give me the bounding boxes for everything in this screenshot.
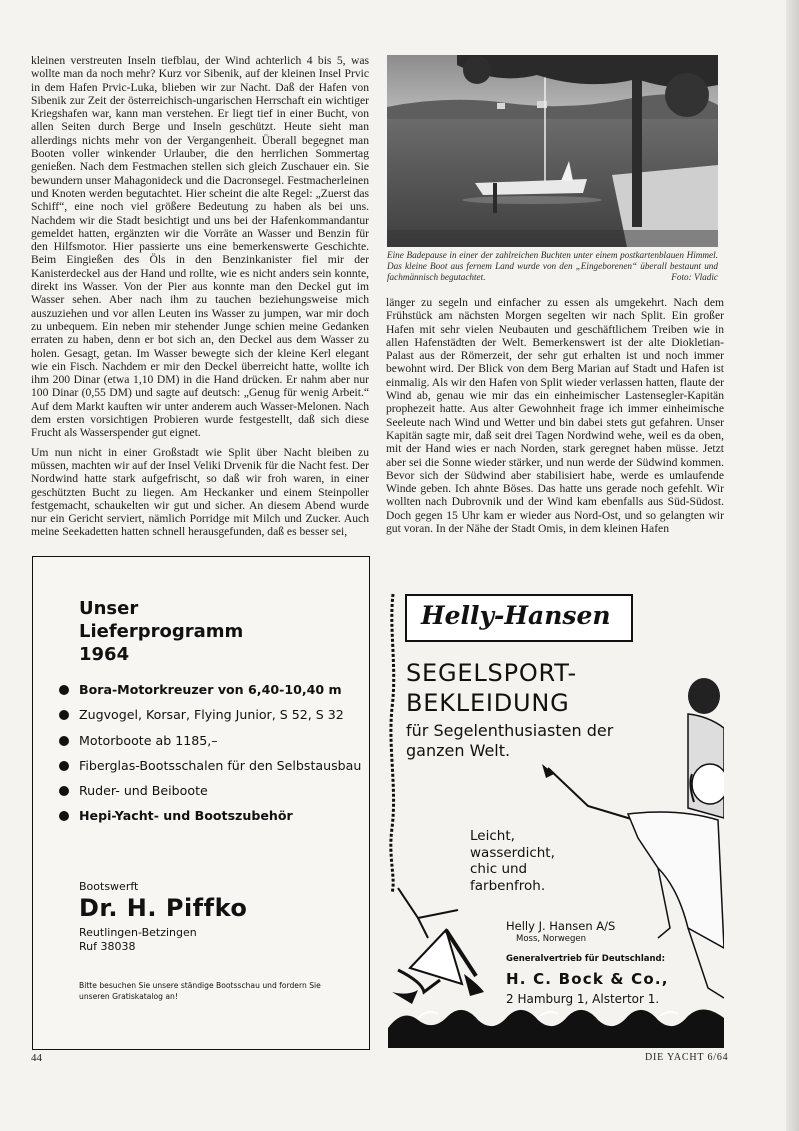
magazine-issue: DIE YACHT 6/64 <box>645 1052 729 1063</box>
distributor-label: Generalvertrieb für Deutschland: <box>506 954 666 964</box>
helly-hansen-advertisement <box>388 588 724 1048</box>
product-item <box>59 683 359 697</box>
piffko-advertisement <box>32 556 370 1050</box>
werft-name: Dr. H. Piffko <box>79 894 248 922</box>
caption-text: Eine Badepause in einer der zahlreichen Buchten unter einem postkartenblauen Himmel. Das kleine Boot aus fernem Land wurde von den „Eingeborenen“ überall bestaunt und fachmännisch begutachtet. <box>387 250 718 283</box>
werft-city: Reutlingen-Betzingen <box>79 926 197 939</box>
brand-logo <box>405 594 633 642</box>
feature-line: chic und <box>470 861 528 877</box>
bullet-icon <box>59 811 69 821</box>
product-item-text: Fiberglas-Bootsschalen für den Selbstausbau <box>79 757 362 773</box>
headline-line: BEKLEIDUNG <box>406 689 570 717</box>
bullet-icon <box>59 761 69 771</box>
bullet-icon <box>59 786 69 796</box>
product-item <box>59 708 359 722</box>
photo-caption <box>387 250 718 284</box>
product-item-text: Bora-Motorkreuzer von 6,40-10,40 m <box>79 682 342 697</box>
ad-headline <box>406 658 577 718</box>
ad-note: Bitte besuchen Sie unsere ständige Bootsschau und fordern Sie unseren Gratiskatalog an! <box>79 981 321 1001</box>
article-paragraph: länger zu segeln und einfacher zu essen als umgekehrt. Nach dem Frühstück am nächsten Morgen segelten wir nach Split. Ein großer Hafen mit sehr vielen Neubauten und geschäftlichem Treiben wie in allen Hafenstädten der Welt. Bemerkenswert ist der alte Diokletian-Palast aus der Römerzeit, der sehr gut erhalten ist und noch immer bewohnt wird. Der Blick von dem Berg Marian auf Stadt und Hafen ist einmalig. Als wir den Hafen von Split wieder verlassen hatten, flaute der Wind ab, genau wie mir das ein einheimischer Lastensegler-Kapitän prophezeit hatte. Aus alter Gewohnheit frage ich immer einheimische Seeleute nach Wind und Wetter und bin dabei stets gut gefahren. Unser Kapitän sagte mir, daß seit drei Tagen Nordwind wehe, weil es da oben, mit der Hand wies er nach Norden, stark geregnet haben müsse. Jetzt aber sei die Sonne wieder stärker, und nun werde der Südwind kommen. Bevor sich der Südwind aber stabilisiert habe, werde es umlaufende Winde geben. Ich ahnte Böses. Das hatte uns gerade noch gefehlt. Wir wollten nach Dubrovnik und der Wind kam ebenfalls aus Süd-Südost. Doch gegen 15 Uhr kam er wieder aus Nord-Ost, und so gelangten wir gut voran. In der Nähe der Stadt Omis, in dem kleinen Hafen <box>386 296 724 536</box>
ad-title-line: Unser <box>79 598 139 619</box>
page-number: 44 <box>31 1052 42 1064</box>
photo-credit: Foto: Vladic <box>671 272 718 283</box>
wave-icon <box>388 1009 724 1048</box>
product-item-text: Hepi-Yacht- und Bootszubehör <box>79 808 293 824</box>
company-city: Moss, Norwegen <box>516 934 587 944</box>
product-list <box>59 682 362 835</box>
product-item-text: Ruder- und Beiboote <box>79 783 208 799</box>
werft-label: Bootswerft <box>79 880 139 893</box>
distributor-name: H. C. Bock & Co., <box>506 970 669 988</box>
feature-line: wasserdicht, <box>470 844 555 861</box>
ad-title-line: 1964 <box>79 644 130 665</box>
ad-subline <box>406 721 646 761</box>
harbor-photo <box>387 55 718 247</box>
feature-list <box>470 828 555 894</box>
ad-title-line: Lieferprogramm <box>79 621 244 642</box>
rope-icon <box>391 594 394 893</box>
company-name: Helly J. Hansen A/S <box>506 919 616 933</box>
article-column-left <box>31 54 369 545</box>
feature-line: farbenfroh. <box>470 877 546 894</box>
bullet-icon <box>59 710 69 720</box>
product-item <box>59 757 362 773</box>
bullet-icon <box>59 685 69 695</box>
bullet-icon <box>59 736 69 746</box>
article-paragraph: kleinen verstreuten Inseln tiefblau, der Wind achterlich 4 bis 5, was wollte man da noch mehr? Kurz vor Sibenik, auf der kleinen Insel Prvic in dem Hafen Prvic-Luka, blieben wir zur Nacht. Daß der Hafen von Sibenik zur Zeit der österreichisch-ungarischen Herrschaft ein wichtiger Kriegshafen war, kann man verstehen. Er liegt tief in einer Bucht, von allen Seiten durch Berge und Inseln geschützt. Heute sieht man allerdings nichts mehr von der Vergangenheit. Überall begegnet man Booten voller winkender Urlauber, die den herrlichen Sommertag genießen. Nach dem Festmachen stellen sich gleich Zuschauer ein. Sie bewundern unser Mahagonideck und die Dacronsegel. Festmacherleinen und Knoten werden begutachtet. Hier scheint die alte Regel: „Zuerst das Schiff“, eine noch viel größere Bedeutung zu haben als bei uns. Nachdem wir die Stadt besichtigt und uns bei der Hafenkommandantur gemeldet hatten, ergänzten wir die Vorräte an Wasser und Benzin für den Hilfsmotor. Hier passierte uns eine bemerkenswerte Geschichte. Beim Eingießen des Öls in den Benzinkanister fiel mir der Kanisterdeckel aus der Hand und rollte, wie es nicht anders sein konnte, direkt ins Wasser. Von der Pier aus konnte man den Deckel gut im Wasser sehen. Aber nach ihm zu tauchen beziehungsweise mich auszuziehen und vor allen Leuten ins Wasser zu jumpen, war mir doch zu unbequem. Ein neben mir stehender Junge schien meine Gedanken erraten zu haben, denn er bot sich an, den Deckel aus dem Wasser zu holen. Gesagt, getan. Im Wasser bewegte sich der kleine Kerl elegant wie ein Fisch. Nachdem er mir den Deckel überreicht hatte, wollte ich ihm 200 Dinar (etwa 1,10 DM) in die Hand drücken. Er nahm aber nur 100 Dinar (0,55 DM) und sagte auf deutsch: „Genug für wenig Arbeit.“ Auf dem Markt kauften wir unter anderem auch Wasser-Melonen. Nach dem ersten vorsichtigen Probieren wurde festgestellt, daß sich diese Frucht als Wasserspender gut eignet. <box>31 54 369 440</box>
product-item <box>59 784 359 798</box>
subline-line: für Segelenthusiasten der <box>406 721 614 740</box>
product-item-text: Motorboote ab 1185,– <box>79 732 218 748</box>
page-edge <box>786 0 799 1131</box>
feature-line: Leicht, <box>470 828 515 844</box>
subline-line: ganzen Welt. <box>406 741 511 760</box>
product-item <box>59 809 359 823</box>
werft-phone: Ruf 38038 <box>79 940 136 953</box>
anchor-icon <box>392 888 484 1004</box>
ad-title <box>79 597 339 666</box>
distributor-address: 2 Hamburg 1, Alstertor 1. <box>506 992 660 1006</box>
article-paragraph: Um nun nicht in einer Großstadt wie Split über Nacht bleiben zu müssen, machten wir auf der Insel Veliki Drvenik für die Nacht fest. Der Nordwind hatte stark aufgefrischt, so daß wir froh waren, in einer geschützten Bucht zu liegen. Am Heckanker und einem Steinpoller festgemacht, schaukelten wir gut und sicher. An diesem Abend wurde nur ein Gericht serviert, nämlich Porridge mit Milch und Zucker. Auch meine Seekadetten hatten schnell herausgefunden, daß es besser sei, <box>31 445 369 539</box>
product-item-text: Zugvogel, Korsar, Flying Junior, S 52, S 32 <box>79 707 344 723</box>
product-item <box>59 734 359 748</box>
article-column-right <box>386 296 724 541</box>
headline-line: SEGELSPORT- <box>406 659 577 687</box>
brand-name: Helly-Hansen <box>421 601 611 630</box>
